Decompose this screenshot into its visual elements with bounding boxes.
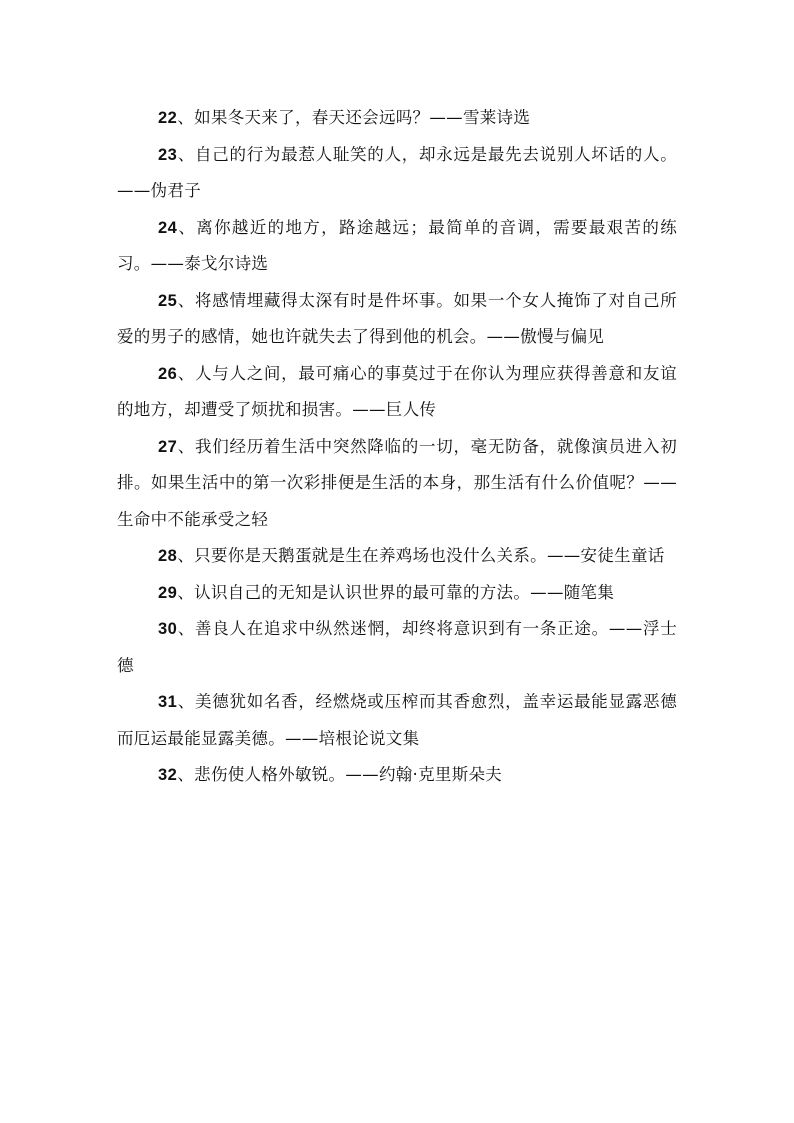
quote-text: 、离你越近的地方，路途越远；最简单的音调，需要最艰苦的练习。——泰戈尔诗选 (117, 217, 677, 273)
quote-item (117, 100, 677, 137)
quote-text: 、我们经历着生活中突然降临的一切，毫无防备，就像演员进入初排。如果生活中的第一次彩排便是生活的本身，那生活有什么价值呢？——生命中不能承受之轻 (117, 436, 677, 529)
quote-number: 23 (158, 145, 178, 164)
quote-text: 、如果冬天来了，春天还会远吗？——雪莱诗选 (177, 108, 531, 127)
quote-number: 32 (158, 766, 178, 784)
quote-number: 24 (158, 218, 178, 237)
quote-number: 28 (158, 547, 178, 565)
quote-number: 22 (158, 109, 178, 127)
quote-text: 、悲伤使人格外敏锐。——约翰·克里斯朵夫 (177, 765, 503, 784)
quote-text: 、自己的行为最惹人耻笑的人，却永远是最先去说别人坏话的人。——伪君子 (117, 144, 677, 200)
quote-number: 25 (158, 291, 178, 310)
quote-text: 、美德犹如名香，经燃烧或压榨而其香愈烈，盖幸运最能显露恶德而厄运最能显露美德。——培根论说文集 (117, 692, 677, 748)
quote-number: 31 (158, 693, 178, 711)
quote-text: 、将感情埋藏得太深有时是件坏事。如果一个女人掩饰了对自己所爱的男子的感情，她也许就失去了得到他的机会。——傲慢与偏见 (117, 290, 677, 346)
quote-text: 、人与人之间，最可痛心的事莫过于在你认为理应获得善意和友谊的地方，却遭受了烦扰和损害。——巨人传 (117, 363, 677, 419)
quote-item (117, 283, 677, 356)
quote-number: 30 (158, 620, 178, 638)
quote-number: 26 (158, 364, 178, 383)
quote-item (117, 356, 677, 429)
quote-item (117, 210, 677, 283)
quote-number: 29 (158, 583, 178, 602)
quote-item (117, 137, 677, 210)
quote-item (117, 611, 677, 684)
quote-item (117, 757, 677, 794)
quote-item (117, 429, 677, 539)
quote-item (117, 575, 677, 612)
quote-text: 、只要你是天鹅蛋就是生在养鸡场也没什么关系。——安徒生童话 (177, 546, 665, 565)
quote-text: 、认识自己的无知是认识世界的最可靠的方法。——随笔集 (177, 582, 615, 602)
quote-number: 27 (158, 437, 178, 456)
quote-item (117, 684, 677, 757)
quote-text: 、善良人在追求中纵然迷惘，却终将意识到有一条正途。——浮士德 (117, 619, 677, 675)
quote-item (117, 538, 677, 575)
quote-list (117, 100, 677, 794)
